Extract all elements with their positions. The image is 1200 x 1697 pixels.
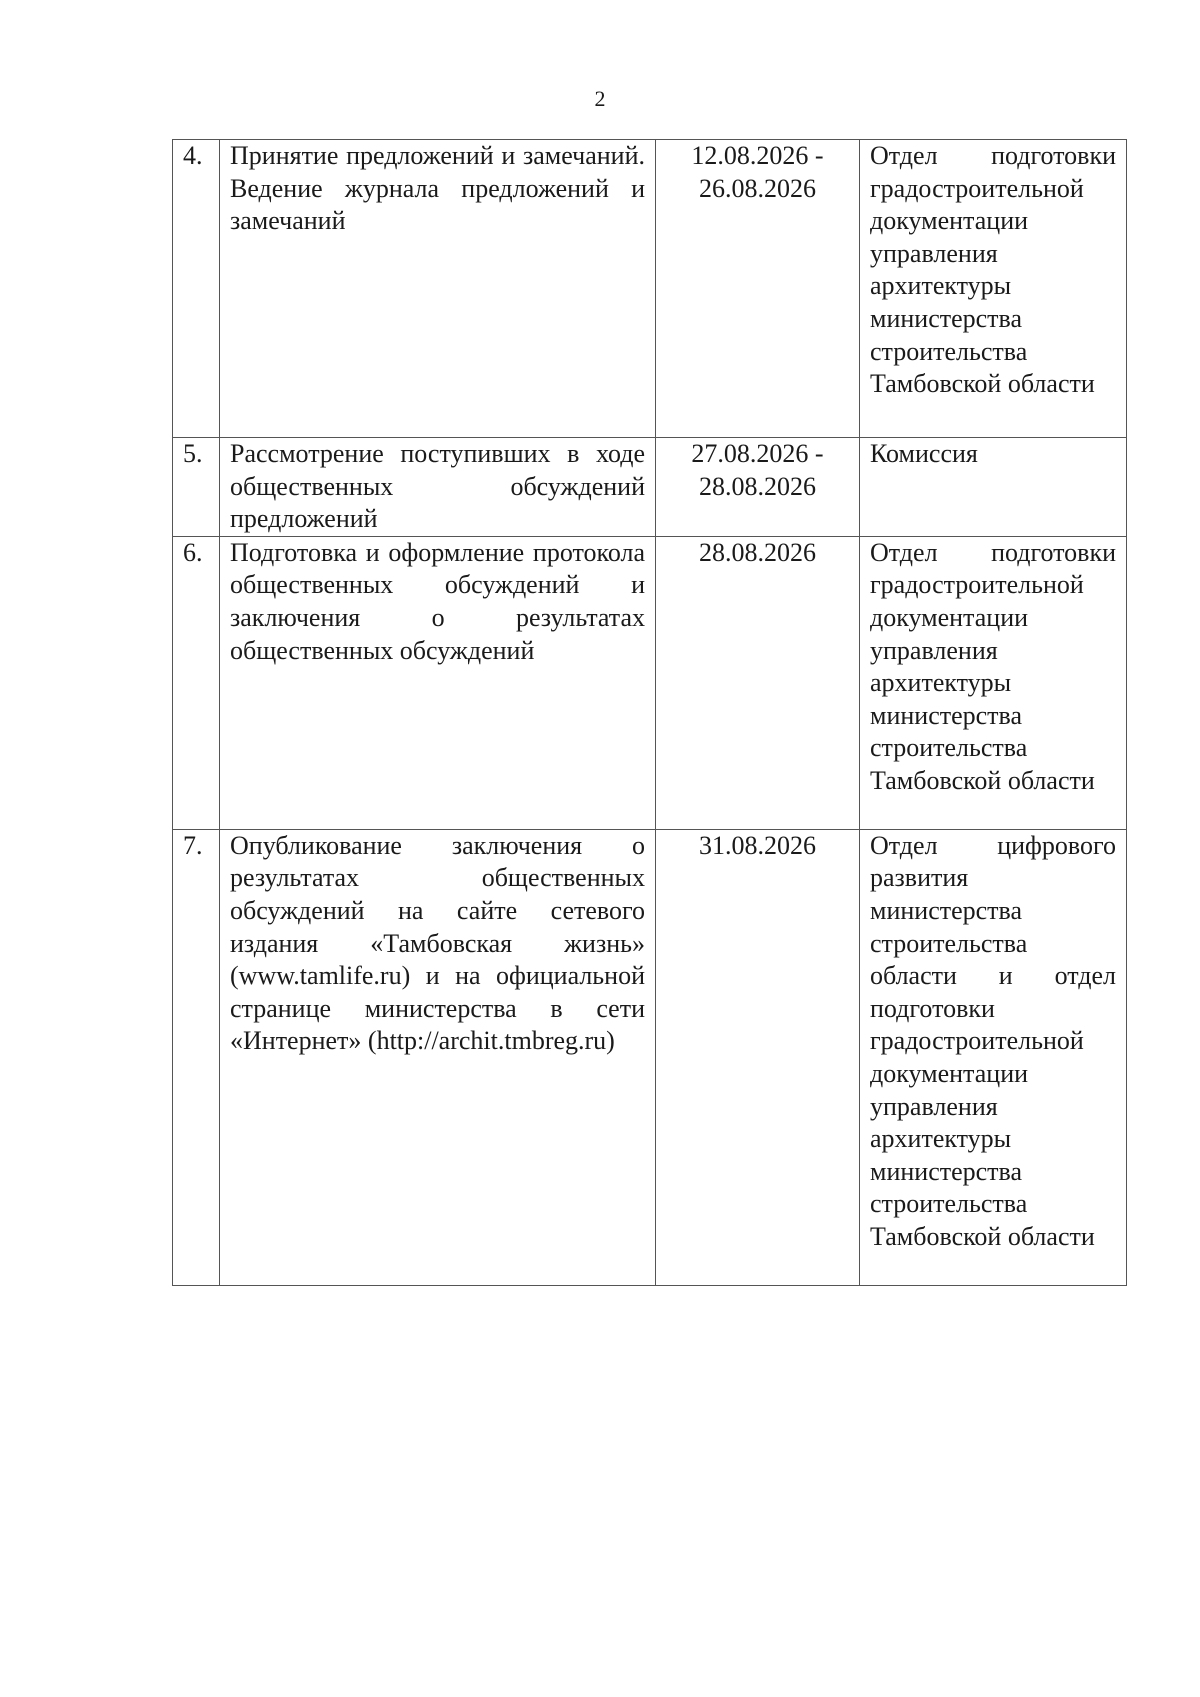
table-row <box>173 829 1127 1285</box>
row-responsible: Отдел подготовки градостроительной документации управления архитектуры министерства строительства Тамбовской области <box>860 140 1127 438</box>
date-line: 27.08.2026 - <box>691 439 824 468</box>
schedule-table <box>172 139 1127 1286</box>
row-number: 4. <box>173 140 220 438</box>
row-responsible: Отдел подготовки градостроительной документации управления архитектуры министерства строительства Тамбовской области <box>860 536 1127 829</box>
date-line: 28.08.2026 <box>699 537 816 567</box>
table-row <box>173 536 1127 829</box>
row-date <box>656 829 860 1285</box>
row-date <box>656 140 860 438</box>
row-number: 6. <box>173 536 220 829</box>
row-description: Принятие предложений и замечаний. Ведение журнала предложений и замечаний <box>220 140 656 438</box>
row-description: Опубликование заключения о результатах общественных обсуждений на сайте сетевого издания «Тамбовская жизнь» (www.tamlife.ru) и на официальной странице министерства в сети «Интернет» (http://archit.tmbreg.ru) <box>220 829 656 1285</box>
table-row <box>173 140 1127 438</box>
table-row <box>173 438 1127 537</box>
date-line: 26.08.2026 <box>699 173 816 203</box>
row-date <box>656 536 860 829</box>
row-number: 5. <box>173 438 220 537</box>
page-number: 2 <box>594 86 606 111</box>
date-line: 28.08.2026 <box>699 471 816 501</box>
date-line: 12.08.2026 - <box>691 141 824 170</box>
row-date <box>656 438 860 537</box>
date-line: 31.08.2026 <box>699 830 816 860</box>
row-description: Рассмотрение поступивших в ходе общественных обсуждений предложений <box>220 438 656 537</box>
row-description: Подготовка и оформление протокола общественных обсуждений и заключения о результатах общественных обсуждений <box>220 536 656 829</box>
row-responsible: Комиссия <box>860 438 1127 537</box>
row-responsible: Отдел цифрового развития министерства строительства области и отдел подготовки градостроительной документации управления архитектуры министерства строительства Тамбовской области <box>860 829 1127 1285</box>
row-number: 7. <box>173 829 220 1285</box>
